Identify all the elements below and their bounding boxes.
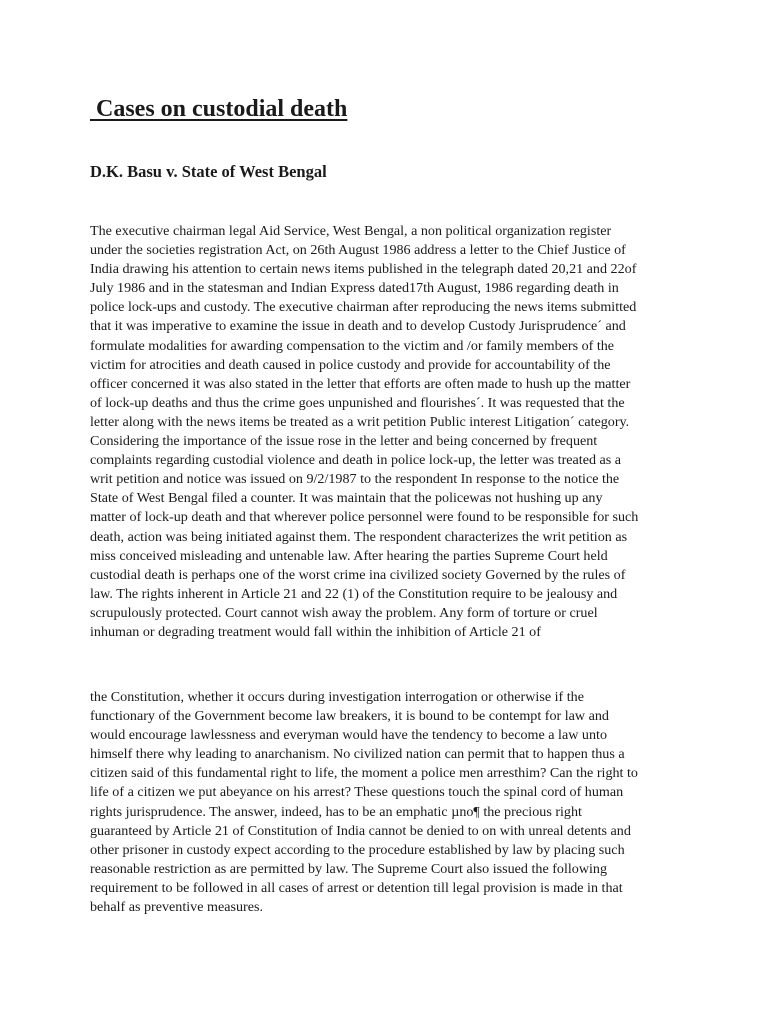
paragraph-line: India drawing his attention to certain news items published in the telegraph dated 20,21 and 22of xyxy=(90,261,637,278)
document-title: Cases on custodial death xyxy=(90,96,348,122)
paragraph-line: custodial death is perhaps one of the worst crime ina civilized society Governed by the rules of xyxy=(90,566,626,583)
paragraph-line: victim for atrocities and death caused in police custody and provide for accountability of the xyxy=(90,356,611,373)
paragraph-line: himself there why leading to anarchanism. No civilized nation can permit that to happen thus a xyxy=(90,746,625,763)
paragraph-line: scrupulously protected. Court cannot wish away the problem. Any form of torture or cruel xyxy=(90,604,598,621)
paragraph-line: life of a citizen we put abeyance on his arrest? These questions touch the spinal cord of human xyxy=(90,784,624,801)
paragraph-line: under the societies registration Act, on 26th August 1986 address a letter to the Chief Justice of xyxy=(90,242,626,259)
paragraph-line: inhuman or degrading treatment would fall within the inhibition of Article 21 of xyxy=(90,623,541,640)
paragraph-line: would encourage lawlessness and everyman would have the tendency to become a law unto xyxy=(90,727,607,744)
paragraph-line: the Constitution, whether it occurs during investigation interrogation or otherwise if the xyxy=(90,689,584,705)
paragraph-line: rights jurisprudence. The answer, indeed, has to be an emphatic µno¶ the precious right xyxy=(90,803,582,820)
paragraph-line: that it was imperative to examine the issue in death and to develop Custody Jurisprudence´ and xyxy=(90,318,626,335)
paragraph-line: writ petition and notice was issued on 9/2/1987 to the respondent In response to the notice the xyxy=(90,471,620,488)
paragraph-line: citizen said of this fundamental right to life, the moment a police men arresthim? Can the right to xyxy=(90,765,638,782)
paragraph-line: officer concerned it was also stated in the letter that efforts are often made to hush up the matter xyxy=(90,375,631,392)
paragraph-line: of lock-up deaths and thus the crime goes unpunished and flourishes´. It was requested that the xyxy=(90,394,625,411)
body-paragraph-2 xyxy=(90,688,638,917)
paragraph-line: matter of lock-up death and that wherever police personnel were found to be responsible for such xyxy=(90,509,639,526)
paragraph-line: other prisoner in custody expect according to the procedure established by law by placing such xyxy=(90,841,625,858)
paragraph-line: guaranteed by Article 21 of Constitution of India cannot be denied to on with unreal detents and xyxy=(90,822,631,839)
paragraph-line: reasonable restriction as are permitted by law. The Supreme Court also issued the following xyxy=(90,860,608,877)
paragraph-line: formulate modalities for awarding compensation to the victim and /or family members of the xyxy=(90,337,615,354)
paragraph-line: The executive chairman legal Aid Service, West Bengal, a non political organization register xyxy=(90,223,612,239)
paragraph-line: requirement to be followed in all cases of arrest or detention till legal provision is made in that xyxy=(90,879,623,896)
paragraph-line: letter along with the news items be treated as a writ petition Public interest Litigation´ category. xyxy=(90,413,630,430)
paragraph-line: miss conceived misleading and untenable law. After hearing the parties Supreme Court held xyxy=(90,547,608,564)
paragraph-line: death, action was being initiated against them. The respondent characterizes the writ petition as xyxy=(90,528,628,545)
paragraph-line: State of West Bengal filed a counter. It was maintain that the policewas not hushing up any xyxy=(90,490,603,507)
paragraph-line: police lock-ups and custody. The executive chairman after reproducing the news items submitted xyxy=(90,299,637,316)
paragraph-line: behalf as preventive measures. xyxy=(90,899,263,916)
body-paragraph-1 xyxy=(90,222,638,642)
paragraph-line: Considering the importance of the issue rose in the letter and being concerned by frequent xyxy=(90,433,598,450)
paragraph-line: law. The rights inherent in Article 21 and 22 (1) of the Constitution require to be jealousy and xyxy=(90,585,618,602)
case-title: D.K. Basu v. State of West Bengal xyxy=(90,162,327,181)
paragraph-line: July 1986 and in the statesman and Indian Express dated17th August, 1986 regarding death in xyxy=(90,280,619,297)
paragraph-line: functionary of the Government become law breakers, it is bound to be contempt for law and xyxy=(90,708,609,725)
paragraph-line: complaints regarding custodial violence and death in police lock-up, the letter was treated as a xyxy=(90,452,622,469)
